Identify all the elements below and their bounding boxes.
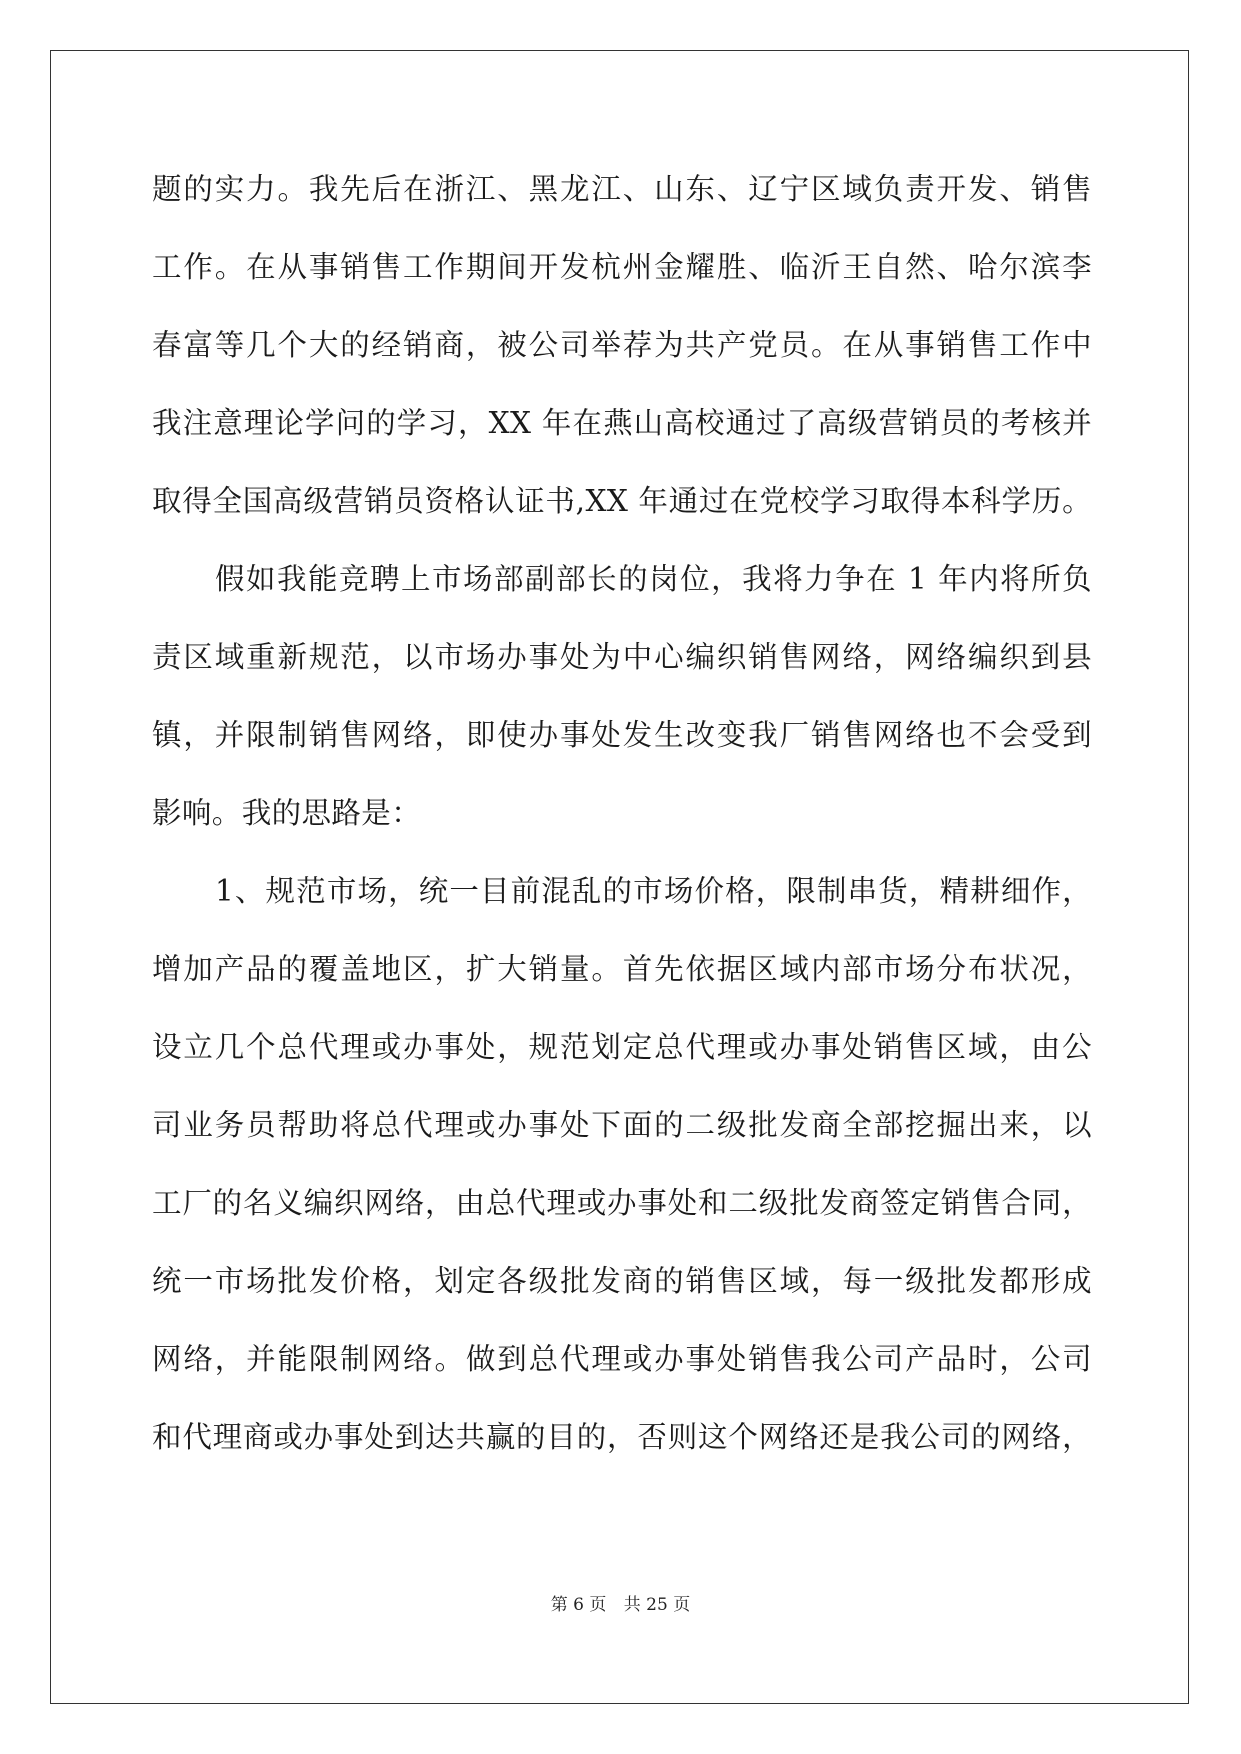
text-line: 工作。在从事销售工作期间开发杭州金耀胜、临沂王自然、哈尔滨李 bbox=[152, 250, 1092, 284]
document-body bbox=[152, 160, 1092, 1486]
text-line: 春富等几个大的经销商，被公司举荐为共产党员。在从事销售工作中 bbox=[152, 328, 1092, 362]
text-line: 镇，并限制销售网络，即使办事处发生改变我厂销售网络也不会受到 bbox=[152, 718, 1092, 752]
text-line: 司业务员帮助将总代理或办事处下面的二级批发商全部挖掘出来，以 bbox=[152, 1108, 1092, 1142]
text-line: 统一市场批发价格，划定各级批发商的销售区域，每一级批发都形成 bbox=[152, 1264, 1092, 1298]
text-line: 题的实力。我先后在浙江、黑龙江、山东、辽宁区域负责开发、销售 bbox=[152, 172, 1092, 206]
text-line: 责区域重新规范，以市场办事处为中心编织销售网络，网络编织到县 bbox=[152, 640, 1092, 674]
text-line: 和代理商或办事处到达共赢的目的，否则这个网络还是我公司的网络， bbox=[152, 1420, 1092, 1454]
paragraph-start-line: 1、规范市场，统一目前混乱的市场价格，限制串货，精耕细作， bbox=[215, 874, 1092, 908]
text-line: 增加产品的覆盖地区，扩大销量。首先依据区域内部市场分布状况， bbox=[152, 952, 1092, 986]
page-footer bbox=[0, 1590, 1241, 1615]
text-line: 取得全国高级营销员资格认证书,XX 年通过在党校学习取得本科学历。 bbox=[152, 484, 1092, 518]
paragraph-start-line: 假如我能竞聘上市场部副部长的岗位，我将力争在 1 年内将所负 bbox=[215, 562, 1092, 596]
text-line: 网络，并能限制网络。做到总代理或办事处销售我公司产品时，公司 bbox=[152, 1342, 1092, 1376]
page-number: 第 6 页 bbox=[550, 1595, 607, 1615]
text-line: 我注意理论学问的学习，XX 年在燕山高校通过了高级营销员的考核并 bbox=[152, 406, 1092, 440]
page-total: 共 25 页 bbox=[623, 1595, 691, 1615]
text-line: 设立几个总代理或办事处，规范划定总代理或办事处销售区域，由公 bbox=[152, 1030, 1092, 1064]
paragraph-end-line: 影响。我的思路是： bbox=[152, 796, 422, 830]
text-line: 工厂的名义编织网络，由总代理或办事处和二级批发商签定销售合同， bbox=[152, 1186, 1092, 1220]
